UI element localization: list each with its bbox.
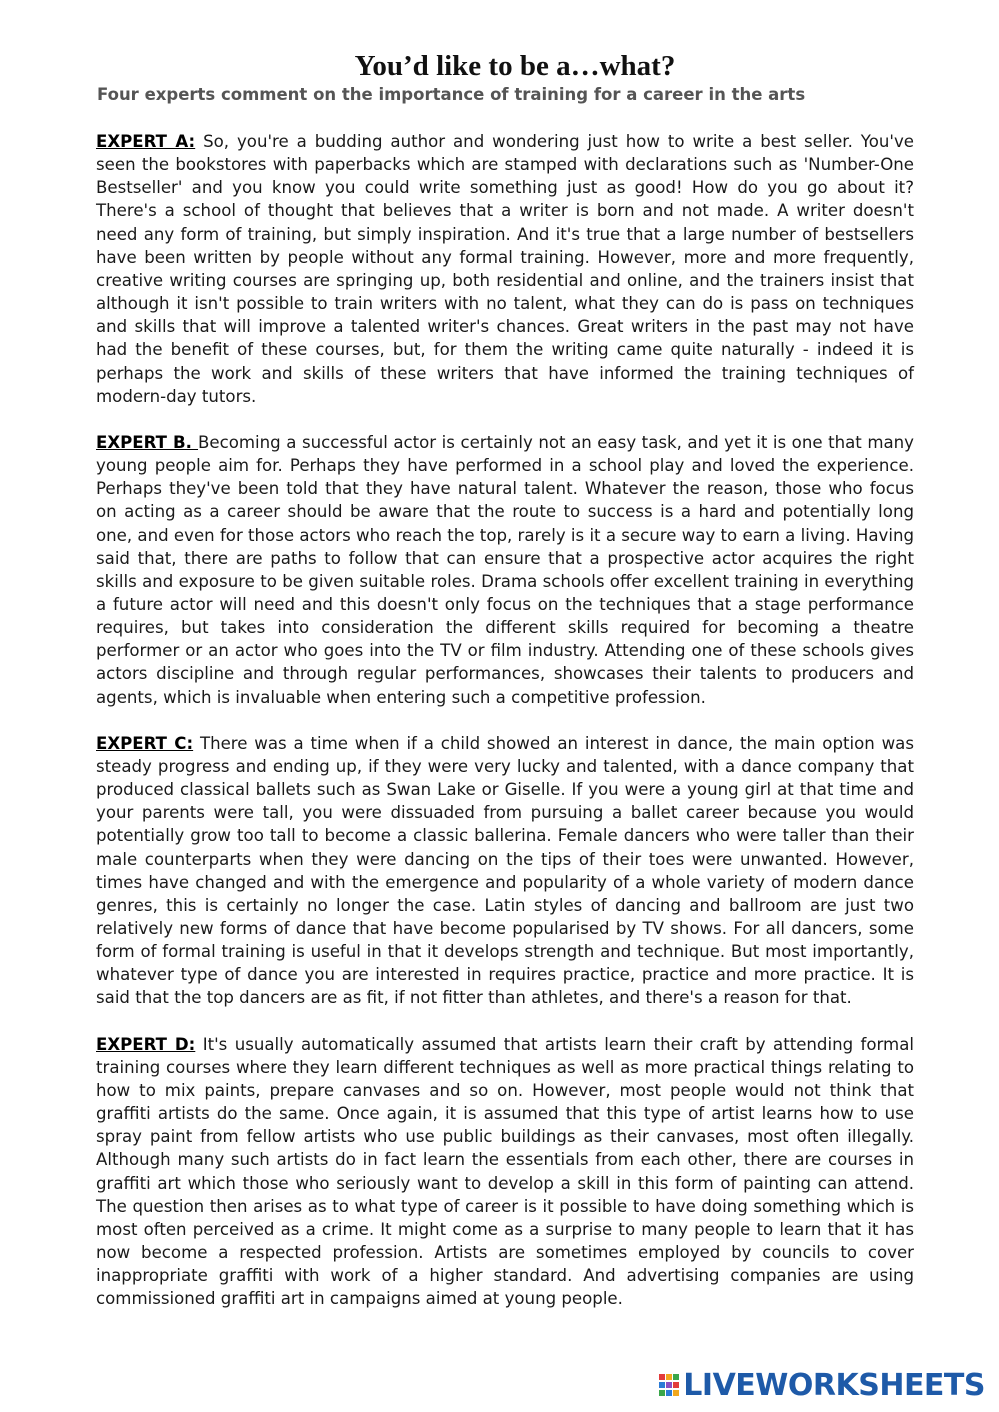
- expert-b-text: Becoming a successful actor is certainly not an easy task, and yet it is one that many young people aim for. Perhaps they have performed in a school play and loved the experience. Perhaps they've been told that they have natural talent. Whatever the reason, those who focus on acting as a career should be aware that the route to success is a hard and potentially long one, and even for those actors who reach the top, rarely is it a secure way to earn a living. Having said that, there are paths to follow that can ensure that a prospective actor acquires the right skills and exposure to be given suitable roles. Drama schools offer excellent training in everything a future actor will need and this doesn't only focus on the techniques that a stage performance requires, but takes into consideration the different skills required for becoming a theatre performer or an actor who goes into the TV or film industry. Attending one of these schools gives actors discipline and through regular performances, showcases their talents to producers and agents, which is invaluable when entering such a competitive profession.: [96, 432, 915, 707]
- expert-d-label: EXPERT D:: [96, 1034, 196, 1054]
- expert-a-label: EXPERT A:: [96, 132, 196, 151]
- expert-b-label: EXPERT B.: [96, 432, 199, 452]
- expert-a-paragraph: [96, 130, 914, 408]
- page-subtitle: Four experts comment on the importance of training for a career in the arts: [97, 85, 806, 104]
- expert-c-paragraph: [96, 732, 914, 1010]
- worksheet-page: [96, 48, 914, 1311]
- expert-a-text: So, you're a budding author and wondering just how to write a best seller. You've seen the bookstores with paperbacks which are stamped with declarations such as 'Number-One Bestseller' and you know you could write something just as good! How do you go about it? There's a school of thought that believes that a writer is born and not made. A writer doesn't need any form of training, but simply inspiration. And it's true that a large number of bestsellers have been written by people without any formal training. However, more and more frequently, creative writing courses are springing up, both residential and online, and the trainers insist that although it isn't possible to train writers with no talent, what they can do is pass on techniques and skills that will improve a talented writer's chances. Great writers in the past may not have had the benefit of these courses, but, for them the writing came quite naturally - indeed it is perhaps the work and skills of these writers that have informed the training techniques of modern-day tutors.: [96, 132, 914, 406]
- liveworksheets-logo-text: LIVEWORKSHEETS: [683, 1367, 985, 1403]
- expert-c-text: There was a time when if a child showed an interest in dance, the main option was steady progress and ending up, if they were very lucky and talented, with a dance company that produced classical ballets such as Swan Lake or Giselle. If you were a young girl at that time and your parents were tall, you were dissuaded from pursuing a ballet career because you would potentially grow too tall to become a classic ballerina. Female dancers who were taller than their male counterparts when they were dancing on the tips of their toes were unwanted. However, times have changed and with the emergence and popularity of a whole variety of modern dance genres, this is certainly no longer the case. Latin styles of dancing and ballroom are just two relatively new forms of dance that have become popularised by TV shows. For all dancers, some form of formal training is useful in that it develops strength and technique. But most importantly, whatever type of dance you are interested in requires practice, practice and more practice. It is said that the top dancers are as fit, if not fitter than athletes, and there's a reason for that.: [96, 733, 914, 1008]
- expert-d-paragraph: [96, 1033, 914, 1311]
- liveworksheets-logo: [659, 1368, 985, 1402]
- liveworksheets-logo-icon: [659, 1374, 679, 1396]
- expert-d-text: It's usually automatically assumed that artists learn their craft by attending formal training courses where they learn different techniques as well as more practical things relating to how to mix paints, prepare canvases and so on. However, most people would not think that graffiti artists do the same. Once again, it is assumed that this type of artist learns how to use spray paint from fellow artists who use public buildings as their canvases, most often illegally. Although many such artists do in fact learn the essentials from each other, there are courses in graffiti art which those who seriously want to develop a skill in this form of painting can attend. The question then arises as to what type of career is it possible to have doing something which is most often perceived as a crime. It might come as a surprise to many people to learn that it has now become a respected profession. Artists are sometimes employed by councils to cover inappropriate graffiti with work of a higher standard. And advertising companies are using commissioned graffiti art in campaigns aimed at young people.: [96, 1034, 914, 1309]
- expert-c-label: EXPERT C:: [96, 733, 194, 753]
- expert-b-paragraph: [96, 431, 914, 709]
- page-title: You’d like to be a…what?: [354, 50, 676, 82]
